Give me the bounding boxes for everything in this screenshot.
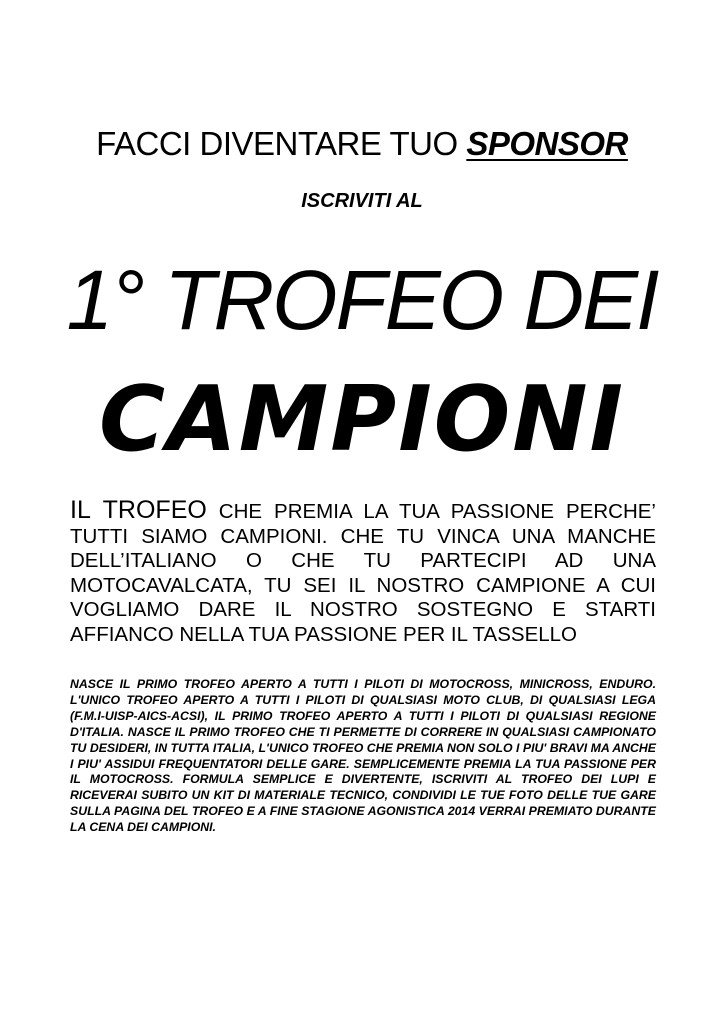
title-line-2: CAMPIONI [98,367,626,472]
intro-paragraph [70,498,656,647]
intro-lead: IL TROFEO [70,496,207,524]
body-paragraph: NASCE IL PRIMO TROFEO APERTO A TUTTI I PILOTI DI MOTOCROSS, MINICROSS, ENDURO. L'UNICO TROFEO APERTO A TUTTI I PILOTI DI QUALSIASI MOTO CLUB, DI QUALSIASI LEGA (F.M.I-UISP-AICS-ACSI), IL PRIMO TROFEO APERTO A TUTTI I PILOTI DI QUALSIASI REGIONE D'ITALIA. NASCE IL PRIMO TROFEO CHE TI PERMETTE DI CORRERE IN QUALSIASI CAMPIONATO TU DESIDERI, IN TUTTA ITALIA, L'UNICO TROFEO CHE PREMIA NON SOLO I PIU' BRAVI MA ANCHE I PIU' ASSIDUI FREQUENTATORI DELLE GARE. SEMPLICEMENTE PREMIA LA TUA PASSIONE PER IL MOTOCROSS. FORMULA SEMPLICE E DIVERTENTE, ISCRIVITI AL TROFEO DEI LUPI E RICEVERAI SUBITO UN KIT DI MATERIALE TECNICO, CONDIVIDI LE TUE FOTO DELLE TUE GARE SULLA PAGINA DEL TROFEO E A FINE STAGIONE AGONISTICA 2014 VERRAI PREMIATO DURANTE LA CENA DEI CAMPIONI. [70,677,656,835]
headline-sponsor: SPONSOR [466,125,628,162]
intro-text: CHE PREMIA LA TUA PASSIONE PERCHE’ TUTTI SIAMO CAMPIONI. CHE TU VINCA UNA MANCHE DELL’ITALIANO O CHE TU PARTECIPI AD UNA MOTOCAVALCATA, TU SEI IL NOSTRO CAMPIONE A CUI VOGLIAMO DARE IL NOSTRO SOSTEGNO E STARTI AFFIANCO NELLA TUA PASSIONE PER IL TASSELLO [70,500,656,646]
title-line-1: 1° TROFEO DEI [66,253,658,347]
headline-text: FACCI DIVENTARE TUO [96,125,467,162]
subhead: ISCRIVITI AL [301,190,423,212]
headline [0,122,724,166]
